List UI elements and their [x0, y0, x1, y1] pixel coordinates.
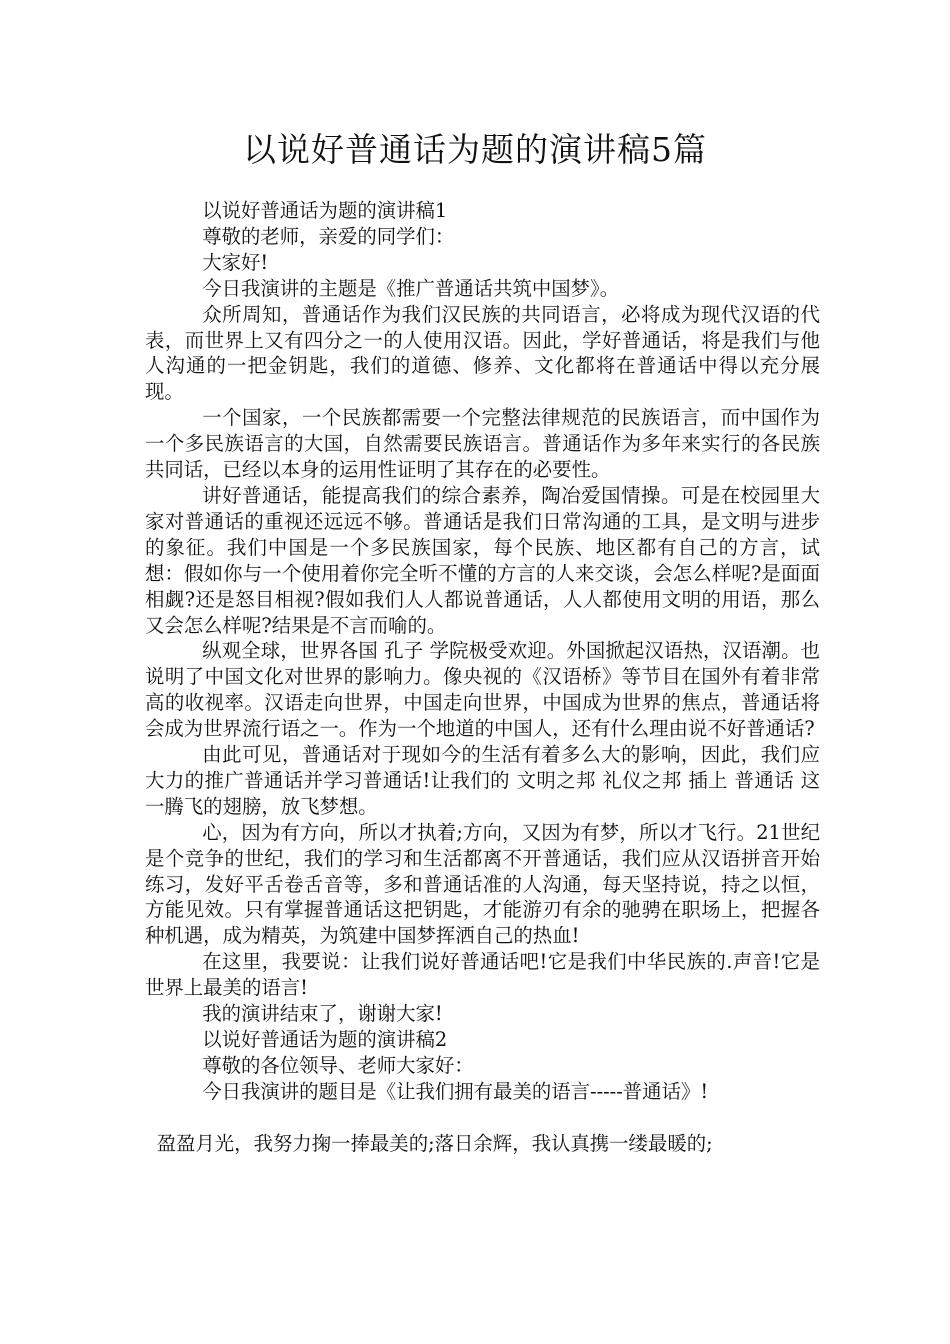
paragraph-body: 众所周知，普通话作为我们汉民族的共同语言，必将成为现代汉语的代表，而世界上又有四分之一的人使用汉语。因此，学好普通话，将是我们与他人沟通的一把金钥匙，我们的道德、修养、文化都将在普通话中得以充分展现。	[145, 302, 820, 404]
paragraph-body: 在这里，我要说：让我们说好普通话吧!它是我们中华民族的.声音!它是世界上最美的语言!	[145, 950, 820, 1000]
paragraph-speech1-heading: 以说好普通话为题的演讲稿1	[202, 199, 448, 222]
paragraph-closing: 我的演讲结束了，谢谢大家!	[202, 1002, 443, 1026]
paragraph-greeting: 尊敬的各位领导、老师大家好：	[202, 1053, 474, 1077]
paragraph-theme: 今日我演讲的主题是《推广普通话共筑中国梦》。	[202, 276, 620, 300]
paragraph-body: 纵观全球，世界各国 孔子 学院极受欢迎。外国掀起汉语热，汉语潮。也说明了中国文化对世界的影响力。像央视的《汉语桥》等节目在国外有着非常高的收视率。汉语走向世界，中国走向世界，中国成为世界的焦点，普通话将会成为世界流行语之一。作为一个地道的中国人，还有什么理由说不好普通话?	[145, 639, 820, 741]
document-title: 以说好普通话为题的演讲稿5篇	[243, 130, 707, 169]
paragraph-body: 心，因为有方向，所以才执着;方向，又因为有梦，所以才飞行。21世纪是个竞争的世纪，我们的学习和生活都离不开普通话，我们应从汉语拼音开始练习，发好平舌卷舌音等，多和普通话准的人沟通，每天坚持说，持之以恒，方能见效。只有掌握普通话这把钥匙，才能游刃有余的驰骋在职场上，把握各种机遇，成为精英，为筑建中国梦挥洒自己的热血!	[145, 820, 820, 948]
paragraph-body: 一个国家，一个民族都需要一个完整法律规范的民族语言，而中国作为一个多民族语言的大国，自然需要民族语言。普通话作为多年来实行的各民族共同话，已经以本身的运用性证明了其存在的必要性。	[145, 406, 820, 482]
document-body	[145, 198, 820, 1157]
paragraph-body: 盈盈月光，我努力掬一捧最美的;落日余辉，我认真携一缕最暖的;	[156, 1131, 713, 1155]
paragraph-hello: 大家好!	[202, 250, 269, 274]
paragraph-greeting: 尊敬的老师，亲爱的同学们：	[202, 224, 455, 248]
paragraph-body: 讲好普通话，能提高我们的综合素养，陶冶爱国情操。可是在校园里大家对普通话的重视还远远不够。普通话是我们日常沟通的工具，是文明与进步的象征。我们中国是一个多民族国家，每个民族、地区都有自己的方言，试想：假如你与一个使用着你完全听不懂的方言的人来交谈，会怎么样呢?是面面相觑?还是怒目相视?假如我们人人都说普通话，人人都使用文明的用语，那么又会怎么样呢?结果是不言而喻的。	[145, 483, 820, 637]
paragraph-speech2-heading: 以说好普通话为题的演讲稿2	[202, 1028, 448, 1051]
paragraph-theme: 今日我演讲的题目是《让我们拥有最美的语言-----普通话》!	[202, 1079, 709, 1103]
paragraph-body: 由此可见，普通话对于现如今的生活有着多么大的影响，因此，我们应大力的推广普通话并学习普通话!让我们的 文明之邦 礼仪之邦 插上 普通话 这一腾飞的翅膀，放飞梦想。	[145, 743, 820, 818]
